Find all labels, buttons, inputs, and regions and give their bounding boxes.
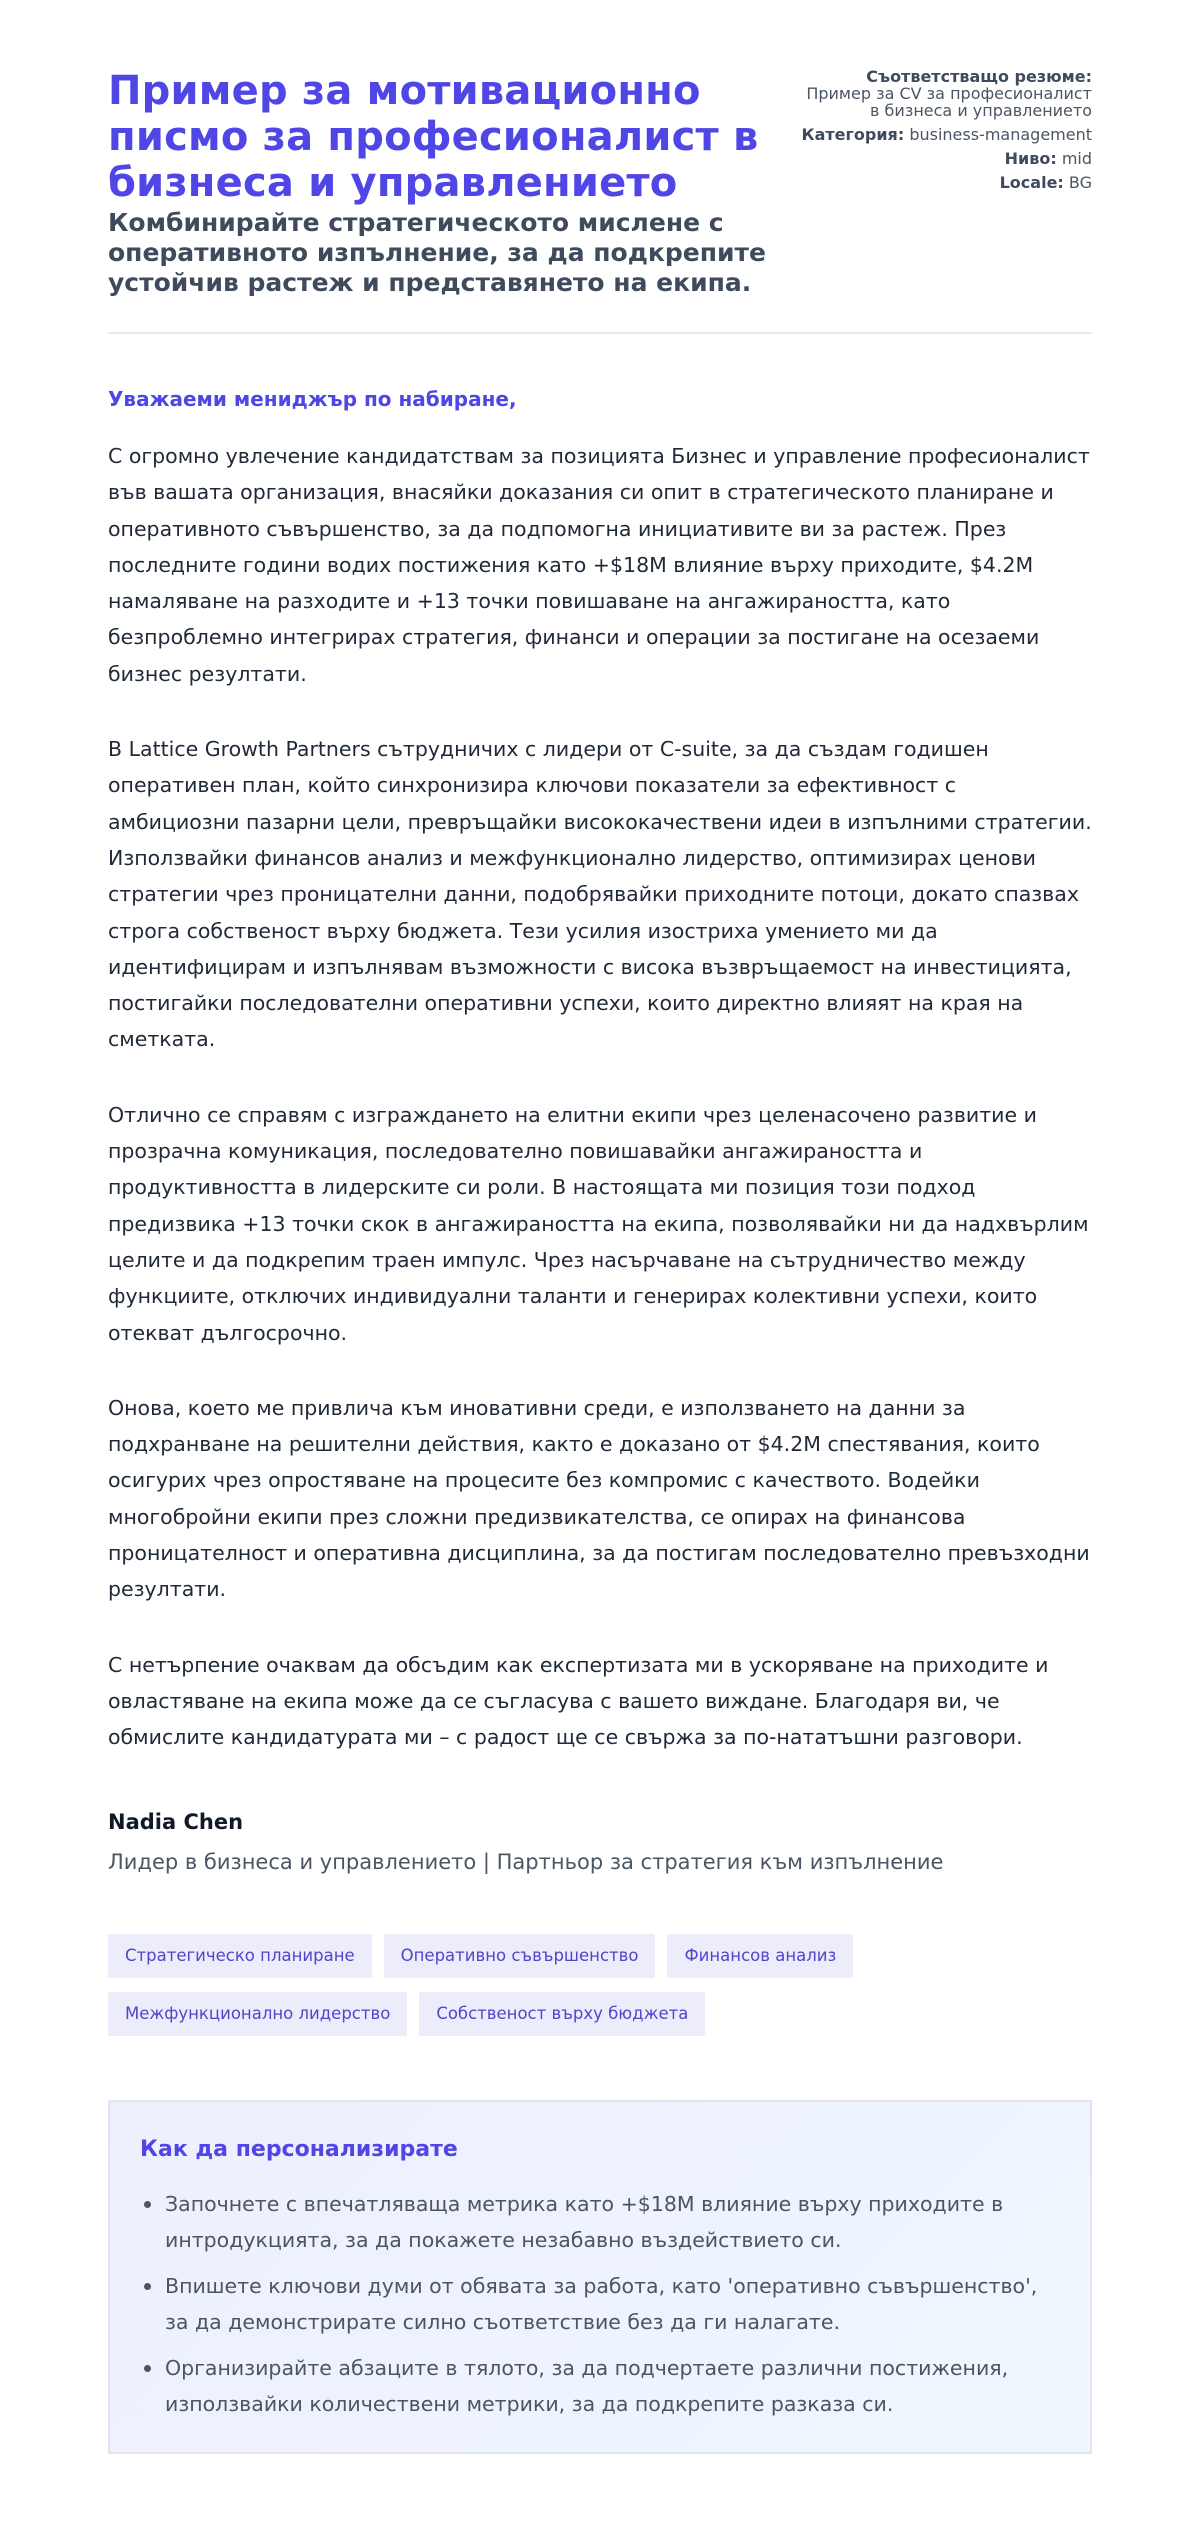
page-header	[108, 68, 1092, 334]
letter-body	[108, 438, 1092, 1756]
bullet-icon	[144, 2283, 151, 2290]
letter-paragraph: В Lattice Growth Partners сътрудничих с лидери от C-suite, за да създам годишен оперативен план, който синхронизира ключови показатели за ефективност с амбициозни пазарни цели, превръщайки висококачествени идеи в изпълними стратегии. Използвайки финансов анализ и межфункционално лидерство, оптимизирах ценови стратегии чрез проницателни данни, подобрявайки приходните потоци, докато спазвах строга собственост върху бюджета. Тези усилия изостриха умението ми да идентифицирам и изпълнявам възможности с висока възвръщаемост на инвестицията, постигайки последователни оперативни успехи, които директно влияят на края на сметката.	[108, 737, 1092, 1052]
tip-text: Организирайте абзаците в тялото, за да подчертаете различни постижения, използвайки количествени метрики, за да подкрепите разказа си.	[165, 2355, 1009, 2416]
letter-paragraph: С огромно увлечение кандидатствам за позицията Бизнес и управление професионалист във вашата организация, внасяйки доказания си опит в стратегическото планиране и оперативното съвършенство, за да подпомогна инициативите ви за растеж. През последните години водих постижения като +$18M влияние върху приходите, $4.2M намаляване на разходите и +13 точки повишаване на ангажираността, като безпроблемно интегрирах стратегия, финанси и операции за постигане на осезаеми бизнес резултати.	[108, 444, 1090, 686]
tip-item	[140, 2186, 1060, 2258]
header-titles	[108, 68, 797, 298]
meta-value: business-management	[909, 125, 1092, 144]
tips-list	[140, 2186, 1060, 2422]
letter-paragraph: Онова, което ме привлича към иновативни среди, е използването на данни за подхранване на решителни действия, както е доказано от $4.2M спестявания, които осигурих чрез опростяване на процесите без компромис с качеството. Водейки многобройни екипи през сложни предизвикателства, се опирах на финансова проницателност и оперативна дисциплина, за да постигам последователно превъзходни резултати.	[108, 1395, 1090, 1602]
meta-locale	[797, 174, 1092, 191]
meta-label: Категория:	[801, 125, 905, 144]
bullet-icon	[144, 2201, 151, 2208]
meta-value: Пример за CV за професионалист в бизнеса и управлението	[806, 84, 1092, 120]
skill-tag: Оперативно съвършенство	[384, 1934, 656, 1978]
salutation: Уважаеми мениджър по набиране,	[108, 387, 517, 411]
meta-category	[797, 126, 1092, 143]
letter-paragraph: С нетърпение очаквам да обсъдим как експертизата ми в ускоряване на приходите и овластяване на екипа може да се съгласува с вашето виждане. Благодаря ви, че обмислите кандидатурата ми – с радост ще се свържа за по-нататъшни разговори.	[108, 1652, 1049, 1750]
skill-tags	[108, 1934, 908, 2036]
tip-item	[140, 2350, 1060, 2422]
meta-value: mid	[1061, 149, 1092, 168]
signature-title: Лидер в бизнеса и управлението | Партньор за стратегия към изпълнение	[108, 1849, 944, 1874]
page-subtitle: Комбинирайте стратегическото мислене с оперативното изпълнение, за да подкрепите устойчив растеж и представянето на екипа.	[108, 208, 766, 297]
metadata-panel	[797, 68, 1092, 198]
tips-title: Как да персонализирате	[140, 2136, 458, 2162]
customization-tips-box	[108, 2100, 1092, 2454]
meta-level	[797, 150, 1092, 167]
meta-label: Locale:	[999, 173, 1064, 192]
letter-paragraph: Отлично се справям с изграждането на елитни екипи чрез целенасочено развитие и прозрачна комуникация, последователно повишавайки ангажираността и продуктивността в лидерските си роли. В настоящата ми позиция този подход предизвика +13 точки скок в ангажираността на екипа, позволявайки ни да надхвърлим целите и да подкрепим траен импулс. Чрез насърчаване на сътрудничество между функциите, отключих индивидуални таланти и генерирах колективни успехи, които отекват дългосрочно.	[108, 1102, 1089, 1345]
tip-item	[140, 2268, 1060, 2340]
page-title: Пример за мотивационно писмо за професионалист в бизнеса и управлението	[108, 68, 759, 206]
bullet-icon	[144, 2365, 151, 2372]
meta-label: Ниво:	[1004, 149, 1057, 168]
tip-text: Впишете ключови думи от обявата за работа, като 'оперативно съвършенство', за да демонстрирате силно съответствие без да ги налагате.	[165, 2273, 1038, 2334]
meta-value: BG	[1068, 173, 1092, 192]
skill-tag: Межфункционално лидерство	[108, 1992, 407, 2036]
meta-label: Съответстващо резюме:	[866, 67, 1092, 86]
meta-matching-resume	[797, 68, 1092, 119]
skill-tag: Стратегическо планиране	[108, 1934, 372, 1978]
signature-name: Nadia Chen	[108, 1809, 244, 1834]
tip-text: Започнете с впечатляваща метрика като +$18M влияние върху приходите в интродукцията, за да покажете незабавно въздействието си.	[165, 2191, 1004, 2252]
skill-tag: Собственост върху бюджета	[419, 1992, 705, 2036]
signature-block	[108, 1808, 1092, 1876]
skill-tag: Финансов анализ	[667, 1934, 853, 1978]
